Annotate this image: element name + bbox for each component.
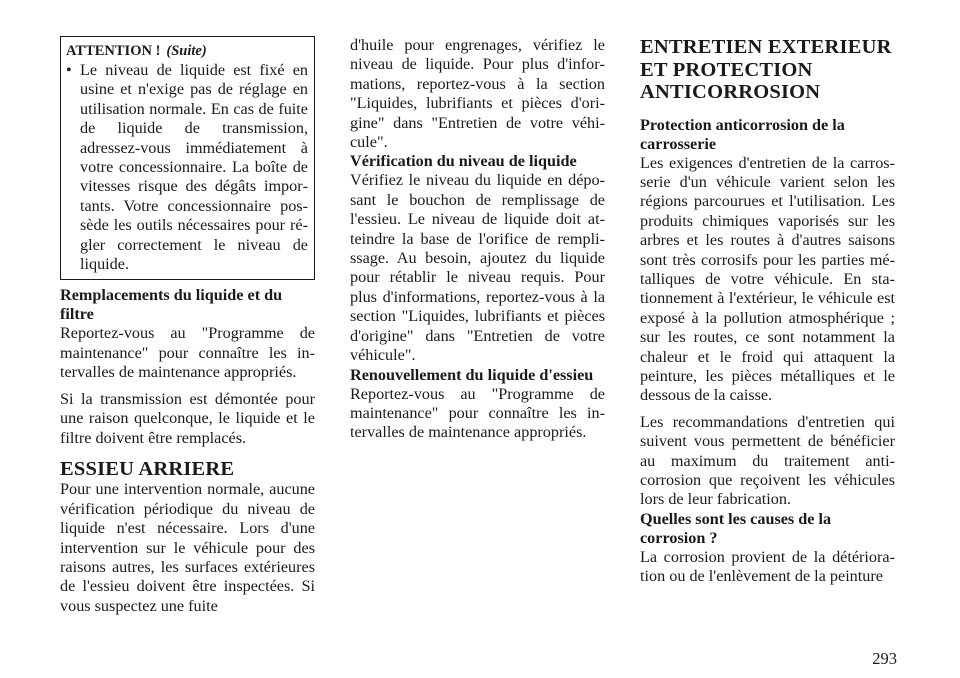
- warning-bullet-item: [66, 61, 308, 274]
- paragraph-axle-fluid-change: Reportez-vous au "Programme de maintenance" pour connaître les intervalles de maintenance appropriés.: [350, 384, 605, 442]
- paragraph-corrosion-causes: La corrosion provient de la détérioration ou de l'enlèvement de la peinture: [640, 547, 895, 586]
- heading-exterior-care: ENTRETIEN EXTERIEUR ET PROTECTION ANTICORROSION: [640, 36, 892, 103]
- paragraph-gear-oil-continued: d'huile pour engrenages, vérifiez le niveau de liquide. Pour plus d'informations, reportez-vous à la section "Liquides, lubrifiants et pièces d'origine" dans "Entretien de votre véhicule".: [350, 36, 605, 152]
- column-middle: [350, 36, 605, 443]
- page-number: 293: [872, 649, 897, 668]
- subheading-fluid-level-check: Vérification du niveau de liquide: [350, 152, 577, 171]
- subheading-axle-fluid-change: Renouvellement du liquide d'essieu: [350, 365, 594, 384]
- paragraph-transmission-disassembled: Si la transmission est démontée pour une raison quelconque, le liquide et le filtre doivent être remplacés.: [60, 389, 315, 447]
- heading-rear-axle: ESSIEU ARRIERE: [60, 457, 235, 480]
- paragraph-maintenance-schedule: Reportez-vous au "Programme de maintenance" pour connaître les intervalles de maintenance appropriés.: [60, 324, 315, 382]
- warning-suite: (Suite): [166, 43, 207, 59]
- subheading-corrosion-causes: Quelles sont les causes de la corrosion ?: [640, 509, 832, 547]
- warning-heading: [66, 42, 308, 60]
- warning-box: [60, 36, 315, 280]
- column-right: [640, 36, 895, 587]
- paragraph-body-corrosion: Les exigences d'entretien de la carrosserie d'un véhicule varient selon les régions parcourues et l'utilisation. Les produits chimiques vaporisés sur les arbres et les routes à d'autres saisons sont très corrosifs pour les parties métalliques de votre véhicule. En stationnement à l'extérieur, le véhicule est exposé à la pollution atmosphérique ; sur les routes, ce sont notamment la chaleur et le froid qui attaquent la peinture, les pièces métalliques et le dessous de la caisse.: [640, 153, 895, 405]
- bullet-icon: •: [66, 61, 72, 79]
- warning-title: ATTENTION !: [66, 43, 161, 59]
- paragraph-rear-axle: Pour une intervention normale, aucune vérification périodique du niveau de liquide n'est nécessaire. Lors d'une intervention sur le véhicule pour des raisons autres, les surfaces extérieures de l'essieu doivent être inspectées. Si vous suspectez une fuite: [60, 480, 315, 615]
- subheading-body-corrosion: Protection anticorrosion de la carrosserie: [640, 115, 845, 153]
- subheading-fluid-filter-replacement: Remplacements du liquide et du filtre: [60, 286, 283, 324]
- paragraph-care-recommendations: Les recommandations d'entretien qui suivent vous permettent de bénéficier au maximum du traitement anticorrosion que reçoivent les véhicules lors de leur fabrication.: [640, 412, 895, 509]
- paragraph-fluid-level-check: Vérifiez le niveau du liquide en déposant le bouchon de remplissage de l'essieu. Le niveau de liquide doit atteindre la base de l'orifice de remplissage. Au besoin, ajoutez du liquide pour rétablir le niveau requis. Pour plus d'informations, reportez-vous à la section "Liquides, lubrifiants et pièces d'origine" dans "Entretien de votre véhicule".: [350, 171, 605, 365]
- warning-bullet-text: Le niveau de liquide est fixé en usine et n'exige pas de réglage en utilisation normale. En cas de fuite de liquide de transmission, adressez-vous immédiatement à votre concessionnaire. La boîte de vitesses risque des dégâts importants. Votre concessionnaire possède les outils nécessaires pour régler correctement le niveau de liquide.: [80, 61, 308, 274]
- column-left: [60, 36, 315, 616]
